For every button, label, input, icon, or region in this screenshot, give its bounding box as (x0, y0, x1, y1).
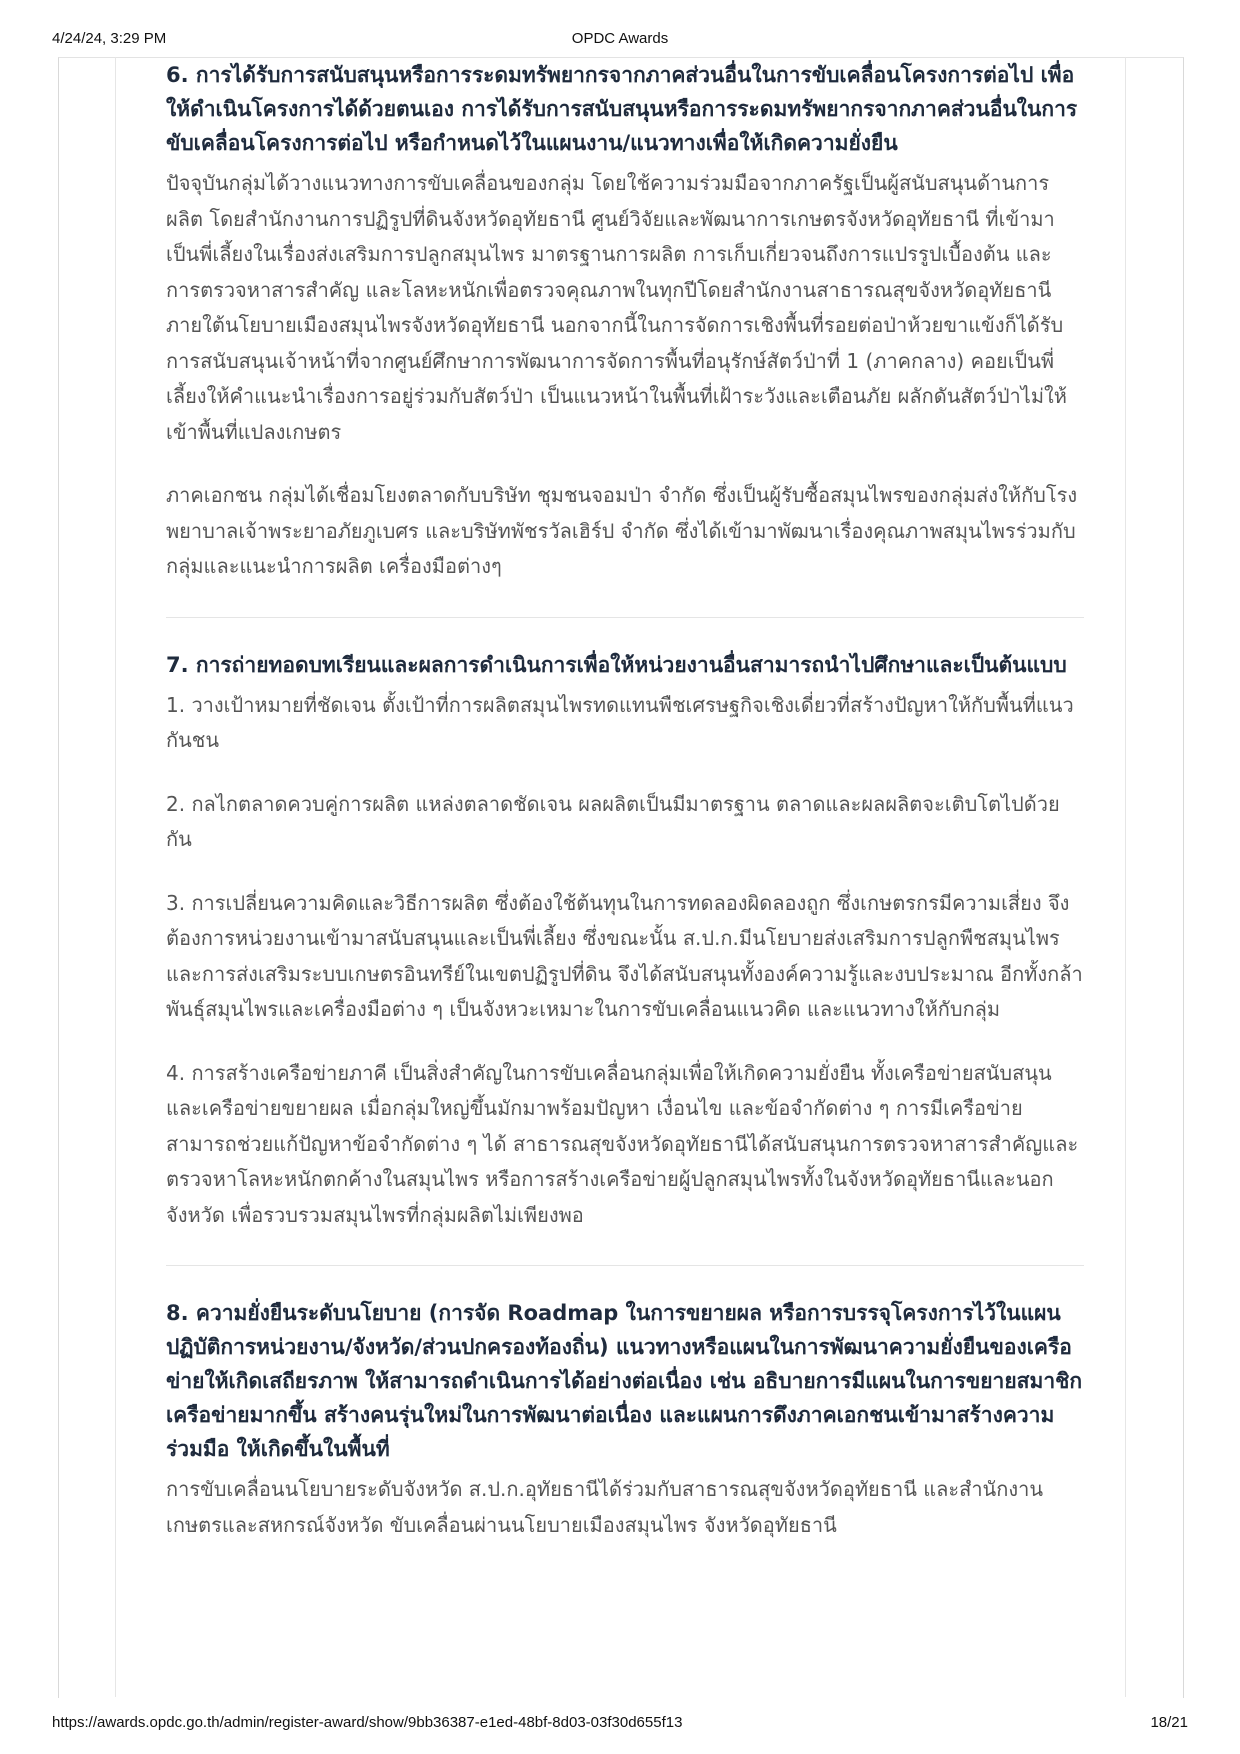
section-paragraph: ปัจจุบันกลุ่มได้วางแนวทางการขับเคลื่อนของกลุ่ม โดยใช้ความร่วมมือจากภาครัฐเป็นผู้สนับสนุนด้านการผลิต โดยสำนักงานการปฏิรูปที่ดินจังหวัดอุทัยธานี ศูนย์วิจัยและพัฒนาการเกษตรจังหวัดอุทัยธานี ที่เข้ามาเป็นพี่เลี้ยงในเรื่องส่งเสริมการปลูกสมุนไพร มาตรฐานการผลิต การเก็บเกี่ยวจนถึงการแปรรูปเบื้องต้น และการตรวจหาสารสำคัญ และโลหะหนักเพื่อตรวจคุณภาพในทุกปีโดยสำนักงานสาธารณสุขจังหวัดอุทัยธานี ภายใต้นโยบายเมืองสมุนไพรจังหวัดอุทัยธานี นอกจากนี้ในการจัดการเชิงพื้นที่รอยต่อป่าห้วยขาแข้งก็ได้รับการสนับสนุนเจ้าหน้าที่จากศูนย์ศึกษาการพัฒนาการจัดการพื้นที่อนุรักษ์สัตว์ป่าที่ 1 (ภาคกลาง) คอยเป็นพี่เลี้ยงให้คำแนะนำเรื่องการอยู่ร่วมกับสัตว์ป่า เป็นแนวหน้าในพื้นที่เฝ้าระวังและเตือนภัย ผลักดันสัตว์ป่าไม่ให้เข้าพื้นที่แปลงเกษตร (166, 171, 1067, 444)
section-paragraph: 3. การเปลี่ยนความคิดและวิธีการผลิต ซึ่งต้องใช้ต้นทุนในการทดลองผิดลองถูก ซึ่งเกษตรกรมีความเสี่ยง จึงต้องการหน่วยงานเข้ามาสนับสนุนและเป็นพี่เลี้ยง ซึ่งขณะนั้น ส.ป.ก.มีนโยบายส่งเสริมการปลูกพืชสมุนไพรและการส่งเสริมระบบเกษตรอินทรีย์ในเขตปฏิรูปที่ดิน จึงได้สนับสนุนทั้งองค์ความรู้และงบประมาณ อีกทั้งกล้าพันธุ์สมุนไพรและเครื่องมือต่าง ๆ เป็นจังหวะเหมาะในการขับเคลื่อนแนวคิด และแนวทางให้กับกลุ่ม (166, 890, 1083, 1021)
frame-inner-right-border (1125, 57, 1126, 1697)
section-divider (166, 1265, 1084, 1266)
award-content (166, 58, 1084, 1543)
section-heading: 7. การถ่ายทอดบทเรียนและผลการดำเนินการเพื่อให้หน่วยงานอื่นสามารถนำไปศึกษาและเป็นต้นแบบ (166, 652, 1067, 677)
print-header (0, 30, 1240, 52)
section-8 (166, 1296, 1084, 1543)
frame-inner-left-border (115, 57, 116, 1697)
section-heading: 8. ความยั่งยืนระดับนโยบาย (การจัด Roadmap ในการขยายผล หรือการบรรจุโครงการไว้ในแผนปฏิบัติการหน่วยงาน/จังหวัด/ส่วนปกครองท้องถิ่น) แนวทางหรือแผนในการพัฒนาความยั่งยืนของเครือข่ายให้เกิดเสถียรภาพ ให้สามารถดำเนินการได้อย่างต่อเนื่อง เช่น อธิบายการมีแผนในการขยายสมาชิกเครือข่ายมากขึ้น สร้างคนรุ่นใหม่ในการพัฒนาต่อเนื่อง และแผนการดึงภาคเอกชนเข้ามาสร้างความร่วมมือ ให้เกิดขึ้นในพื้นที่ (166, 1301, 1083, 1461)
print-url: https://awards.opdc.go.th/admin/register-award/show/9bb36387-e1ed-48bf-8d03-03f30d655f13 (52, 1714, 683, 1731)
print-page-title: OPDC Awards (571, 30, 669, 47)
section-heading: 6. การได้รับการสนับสนุนหรือการระดมทรัพยากรจากภาคส่วนอื่นในการขับเคลื่อนโครงการต่อไป เพื่อให้ดำเนินโครงการได้ด้วยตนเอง การได้รับการสนับสนุนหรือการระดมทรัพยากรจากภาคส่วนอื่นในการขับเคลื่อนโครงการต่อไป หรือกำหนดไว้ในแผนงาน/แนวทางเพื่อให้เกิดความยั่งยืน (166, 63, 1078, 155)
section-paragraph: 2. กลไกตลาดควบคู่การผลิต แหล่งตลาดชัดเจน ผลผลิตเป็นมีมาตรฐาน ตลาดและผลผลิตจะเติบโตไปด้วยกัน (166, 791, 1060, 851)
print-datetime: 4/24/24, 3:29 PM (52, 30, 167, 47)
section-paragraph: 4. การสร้างเครือข่ายภาคี เป็นสิ่งสำคัญในการขับเคลื่อนกลุ่มเพื่อให้เกิดความยั่งยืน ทั้งเครือข่ายสนับสนุน และเครือข่ายขยายผล เมื่อกลุ่มใหญ่ขึ้นมักมาพร้อมปัญหา เงื่อนไข และข้อจำกัดต่าง ๆ การมีเครือข่ายสามารถช่วยแก้ปัญหาข้อจำกัดต่าง ๆ ได้ สาธารณสุขจังหวัดอุทัยธานีได้สนับสนุนการตรวจหาสารสำคัญและตรวจหาโลหะหนักตกค้างในสมุนไพร หรือการสร้างเครือข่ายผู้ปลูกสมุนไพรทั้งในจังหวัดอุทัยธานีและนอกจังหวัด เพื่อรวบรวมสมุนไพรที่กลุ่มผลิตไม่เพียงพอ (166, 1060, 1079, 1227)
section-paragraph: 1. วางเป้าหมายที่ชัดเจน ตั้งเป้าที่การผลิตสมุนไพรทดแทนพืชเศรษฐกิจเชิงเดี่ยวที่สร้างปัญหาให้กับพื้นที่แนวกันชน (166, 692, 1074, 752)
section-divider (166, 617, 1084, 618)
section-7 (166, 648, 1084, 1234)
print-page-number: 18/21 (1150, 1714, 1188, 1731)
section-paragraph: การขับเคลื่อนนโยบายระดับจังหวัด ส.ป.ก.อุทัยธานีได้ร่วมกับสาธารณสุขจังหวัดอุทัยธานี และสำนักงานเกษตรและสหกรณ์จังหวัด ขับเคลื่อนผ่านนโยบายเมืองสมุนไพร จังหวัดอุทัยธานี (166, 1477, 1044, 1537)
section-6 (166, 58, 1084, 585)
section-paragraph: ภาคเอกชน กลุ่มได้เชื่อมโยงตลาดกับบริษัท ชุมชนจอมป่า จำกัด ซึ่งเป็นผู้รับซื้อสมุนไพรของกลุ่มส่งให้กับโรงพยาบาลเจ้าพระยาอภัยภูเบศร และบริษัทพัชรวัลเฮิร์ป จำกัด ซึ่งได้เข้ามาพัฒนาเรื่องคุณภาพสมุนไพรร่วมกับกลุ่มและแนะนำการผลิต เครื่องมือต่างๆ (166, 483, 1078, 578)
